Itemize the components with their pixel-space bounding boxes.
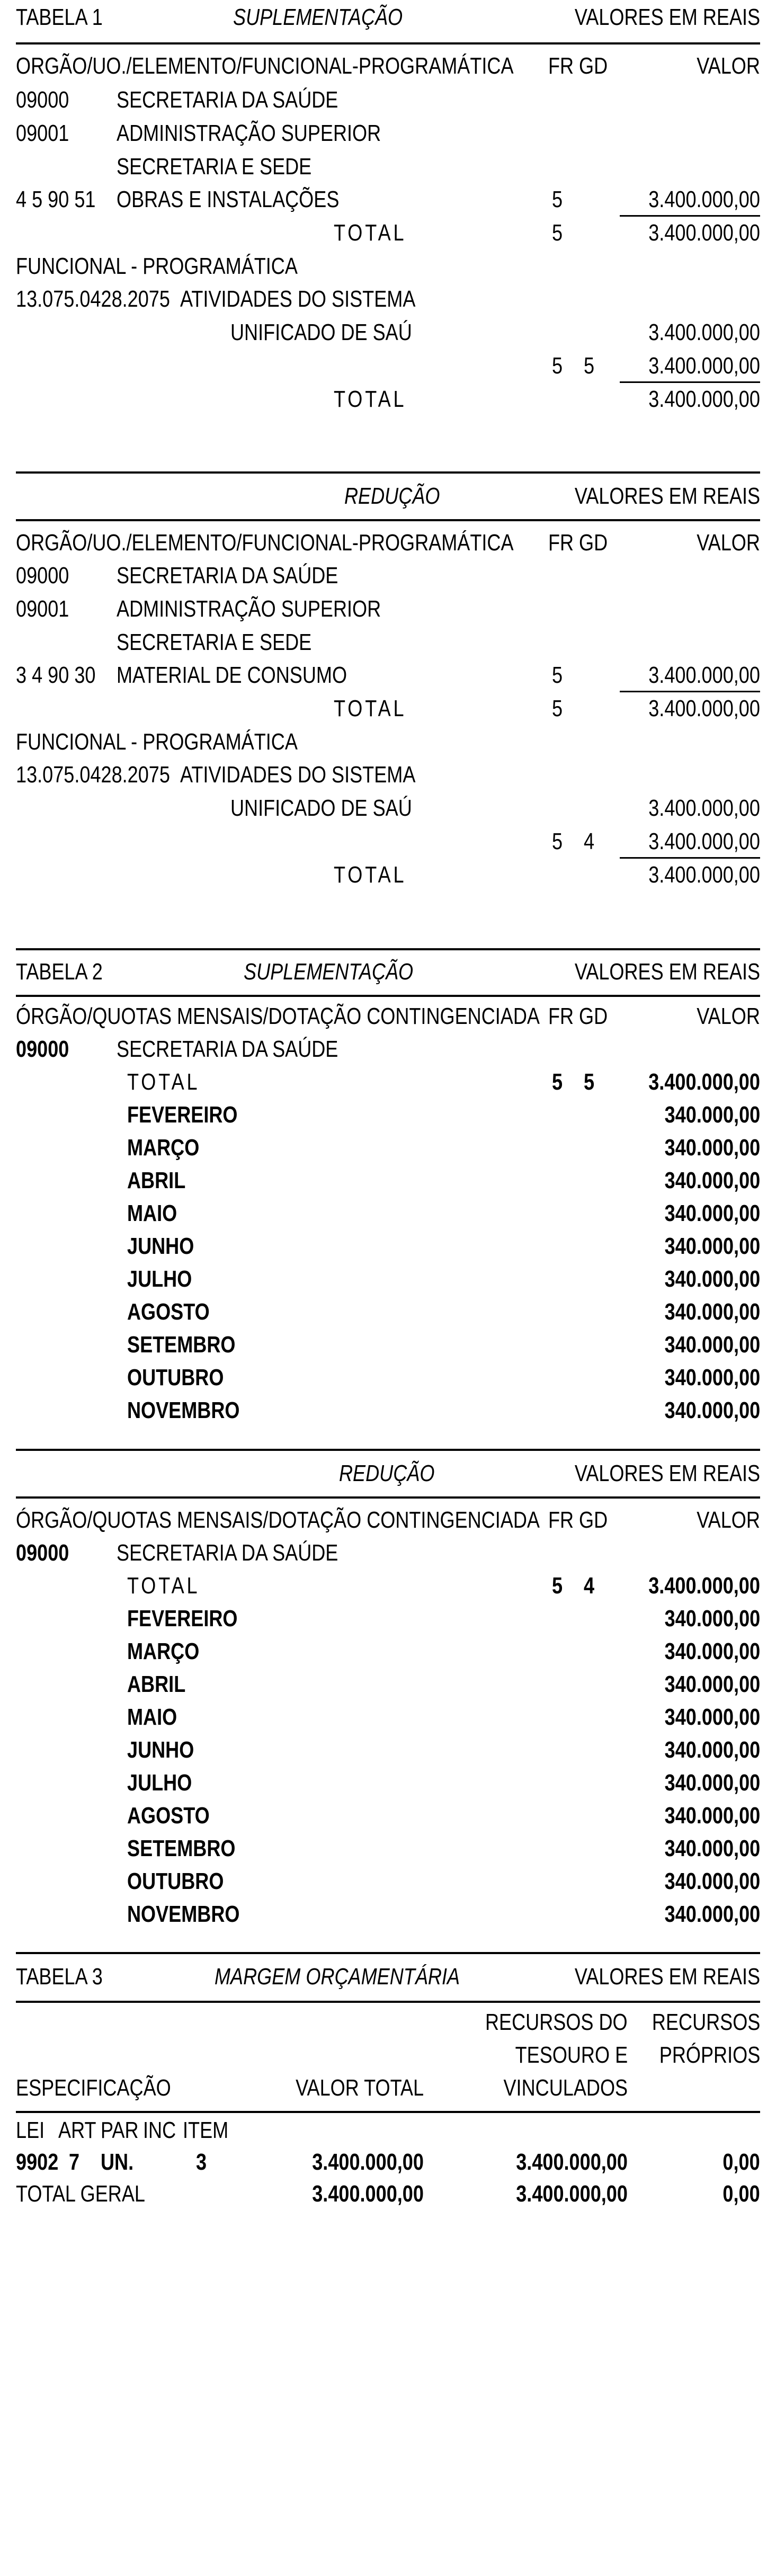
month-name: JUNHO (127, 1233, 194, 1259)
funcional-header: FUNCIONAL - PROGRAMÁTICA (16, 729, 298, 755)
month-value: 340.000,00 (664, 1671, 760, 1697)
col-tesouro-line3: VINCULADOS (503, 2075, 628, 2101)
funcional-name-2: UNIFICADO DE SAÚ (230, 795, 412, 821)
total-label: TOTAL (334, 386, 407, 412)
total-value: 3.400.000,00 (648, 1069, 760, 1095)
subtotal-value: 3.400.000,00 (648, 828, 760, 854)
col-proprios-line2: PRÓPRIOS (659, 2042, 760, 2068)
total-fr: 5 (552, 220, 563, 246)
total-value: 3.400.000,00 (648, 1573, 760, 1599)
element-name: MATERIAL DE CONSUMO (117, 662, 347, 688)
unit-label: VALORES EM REAIS (574, 1964, 760, 1990)
month-value: 340.000,00 (664, 1835, 760, 1861)
month-name: SETEMBRO (127, 1835, 236, 1861)
section-title: SUPLEMENTAÇÃO (244, 959, 414, 985)
header-gd: GD (579, 1507, 608, 1533)
unit-label: VALORES EM REAIS (574, 483, 760, 509)
sub-art: ART (58, 2117, 96, 2143)
header-fr: FR (548, 53, 574, 79)
header-valor: VALOR (697, 530, 760, 556)
divider (16, 42, 760, 44)
header-gd: GD (579, 530, 608, 556)
funcional-code: 13.075.0428.2075 (16, 762, 170, 788)
org-code: 09000 (16, 87, 69, 113)
header-valor: VALOR (697, 53, 760, 79)
org-code: 09000 (16, 1540, 69, 1566)
month-name: JULHO (127, 1266, 192, 1292)
divider (16, 1449, 760, 1451)
org-code: 09000 (16, 1036, 69, 1062)
org-name: SECRETARIA DA SAÚDE (117, 563, 338, 589)
subtotal-gd: 4 (584, 828, 595, 854)
section-title: MARGEM ORÇAMENTÁRIA (215, 1964, 460, 1990)
rule (620, 691, 760, 692)
row-par: UN. (101, 2149, 134, 2175)
month-value: 340.000,00 (664, 1901, 760, 1927)
total-label: TOTAL (127, 1069, 200, 1095)
funcional-name-2: UNIFICADO DE SAÚ (230, 319, 412, 345)
header-fr: FR (548, 1003, 574, 1029)
month-name: OUTUBRO (127, 1868, 224, 1894)
month-value: 340.000,00 (664, 1200, 760, 1226)
row-tesouro: 3.400.000,00 (516, 2149, 628, 2175)
divider (16, 1496, 760, 1499)
month-name: ABRIL (127, 1167, 186, 1193)
month-value: 340.000,00 (664, 1233, 760, 1259)
subtotal-gd: 5 (584, 353, 595, 379)
col-tesouro-line2: TESOURO E (515, 2042, 628, 2068)
header-fr: FR (548, 530, 574, 556)
row-lei: 9902 (16, 2149, 59, 2175)
header-label: ÓRGÃO/QUOTAS MENSAIS/DOTAÇÃO CONTINGENCIADA (16, 1003, 540, 1029)
total-value: 3.400.000,00 (648, 220, 760, 246)
funcional-code: 13.075.0428.2075 (16, 286, 170, 312)
uo-code: 09001 (16, 596, 69, 622)
section-title: REDUÇÃO (344, 483, 440, 509)
org-name: SECRETARIA DA SAÚDE (117, 1540, 338, 1566)
uo-name-2: SECRETARIA E SEDE (117, 629, 312, 655)
header-label: ORGÃO/UO./ELEMENTO/FUNCIONAL-PROGRAMÁTICA (16, 53, 514, 79)
header-label: ÓRGÃO/QUOTAS MENSAIS/DOTAÇÃO CONTINGENCIADA (16, 1507, 540, 1533)
total-label: TOTAL (334, 220, 407, 246)
total-label: TOTAL (127, 1573, 200, 1599)
month-value: 340.000,00 (664, 1606, 760, 1632)
uo-name: ADMINISTRAÇÃO SUPERIOR (117, 596, 381, 622)
month-value: 340.000,00 (664, 1704, 760, 1730)
unit-label: VALORES EM REAIS (574, 1460, 760, 1486)
month-value: 340.000,00 (664, 1135, 760, 1161)
element-value: 3.400.000,00 (648, 662, 760, 688)
rule (620, 381, 760, 383)
month-name: MAIO (127, 1704, 177, 1730)
element-value: 3.400.000,00 (648, 186, 760, 212)
month-name: AGOSTO (127, 1803, 210, 1829)
total-value: 3.400.000,00 (648, 862, 760, 888)
total-geral-label: TOTAL GERAL (16, 2181, 145, 2207)
month-name: AGOSTO (127, 1299, 210, 1325)
subtotal-fr: 5 (552, 828, 563, 854)
month-value: 340.000,00 (664, 1803, 760, 1829)
month-value: 340.000,00 (664, 1299, 760, 1325)
section-title: REDUÇÃO (339, 1460, 435, 1486)
total-label: TOTAL (334, 696, 407, 721)
subtotal-value: 3.400.000,00 (648, 353, 760, 379)
sub-item: ITEM (183, 2117, 229, 2143)
header-gd: GD (579, 53, 608, 79)
month-name: NOVEMBRO (127, 1397, 240, 1423)
month-name: JUNHO (127, 1737, 194, 1763)
table-number: TABELA 2 (16, 959, 103, 985)
month-name: MARÇO (127, 1638, 200, 1664)
month-name: FEVEREIRO (127, 1102, 238, 1128)
total-fr: 5 (552, 696, 563, 721)
header-gd: GD (579, 1003, 608, 1029)
month-value: 340.000,00 (664, 1365, 760, 1390)
total-geral-valor: 3.400.000,00 (312, 2181, 424, 2207)
month-value: 340.000,00 (664, 1770, 760, 1796)
month-value: 340.000,00 (664, 1266, 760, 1292)
element-fr: 5 (552, 186, 563, 212)
funcional-value: 3.400.000,00 (648, 319, 760, 345)
funcional-header: FUNCIONAL - PROGRAMÁTICA (16, 253, 298, 279)
total-label: TOTAL (334, 862, 407, 888)
sub-inc: INC (143, 2117, 176, 2143)
divider (16, 948, 760, 950)
unit-label: VALORES EM REAIS (574, 959, 760, 985)
org-name: SECRETARIA DA SAÚDE (117, 87, 338, 113)
month-value: 340.000,00 (664, 1397, 760, 1423)
month-name: MARÇO (127, 1135, 200, 1161)
col-tesouro-line1: RECURSOS DO (485, 2009, 628, 2035)
month-value: 340.000,00 (664, 1868, 760, 1894)
header-label: ORGÃO/UO./ELEMENTO/FUNCIONAL-PROGRAMÁTICA (16, 530, 514, 556)
divider (16, 2001, 760, 2003)
col-proprios-line1: RECURSOS (652, 2009, 760, 2035)
rule (620, 857, 760, 859)
uo-name-2: SECRETARIA E SEDE (117, 154, 312, 180)
total-fr: 5 (552, 1069, 563, 1095)
uo-name: ADMINISTRAÇÃO SUPERIOR (117, 120, 381, 146)
row-proprios: 0,00 (723, 2149, 760, 2175)
unit-label: VALORES EM REAIS (574, 4, 760, 30)
uo-code: 09001 (16, 120, 69, 146)
month-name: ABRIL (127, 1671, 186, 1697)
element-code: 4 5 90 51 (16, 186, 96, 212)
header-valor: VALOR (697, 1003, 760, 1029)
month-value: 340.000,00 (664, 1167, 760, 1193)
row-valor-total: 3.400.000,00 (312, 2149, 424, 2175)
month-value: 340.000,00 (664, 1737, 760, 1763)
funcional-name: ATIVIDADES DO SISTEMA (180, 762, 416, 788)
row-art: 7 (69, 2149, 80, 2175)
subtotal-fr: 5 (552, 353, 563, 379)
element-fr: 5 (552, 662, 563, 688)
table-number: TABELA 1 (16, 4, 103, 30)
month-value: 340.000,00 (664, 1102, 760, 1128)
org-code: 09000 (16, 563, 69, 589)
funcional-name: ATIVIDADES DO SISTEMA (180, 286, 416, 312)
divider (16, 1952, 760, 1954)
month-name: FEVEREIRO (127, 1606, 238, 1632)
total-geral-tesouro: 3.400.000,00 (516, 2181, 628, 2207)
rule (620, 215, 760, 217)
org-name: SECRETARIA DA SAÚDE (117, 1036, 338, 1062)
col-valor-total: VALOR TOTAL (296, 2075, 424, 2101)
sub-lei: LEI (16, 2117, 45, 2143)
month-value: 340.000,00 (664, 1332, 760, 1358)
month-name: JULHO (127, 1770, 192, 1796)
row-item: 3 (196, 2149, 207, 2175)
section-title: SUPLEMENTAÇÃO (233, 4, 403, 30)
sub-par: PAR (101, 2117, 139, 2143)
month-name: OUTUBRO (127, 1365, 224, 1390)
total-fr: 5 (552, 1573, 563, 1599)
total-gd: 5 (584, 1069, 595, 1095)
element-name: OBRAS E INSTALAÇÕES (117, 186, 340, 212)
total-value: 3.400.000,00 (648, 696, 760, 721)
month-value: 340.000,00 (664, 1638, 760, 1664)
month-name: NOVEMBRO (127, 1901, 240, 1927)
element-code: 3 4 90 30 (16, 662, 96, 688)
month-name: MAIO (127, 1200, 177, 1226)
total-geral-proprios: 0,00 (723, 2181, 760, 2207)
divider (16, 519, 760, 521)
col-especificacao: ESPECIFICAÇÃO (16, 2075, 171, 2101)
total-value: 3.400.000,00 (648, 386, 760, 412)
divider (16, 471, 760, 474)
total-gd: 4 (584, 1573, 595, 1599)
header-fr: FR (548, 1507, 574, 1533)
funcional-value: 3.400.000,00 (648, 795, 760, 821)
header-valor: VALOR (697, 1507, 760, 1533)
divider (16, 995, 760, 997)
month-name: SETEMBRO (127, 1332, 236, 1358)
table-number: TABELA 3 (16, 1964, 103, 1990)
divider (16, 2111, 760, 2113)
